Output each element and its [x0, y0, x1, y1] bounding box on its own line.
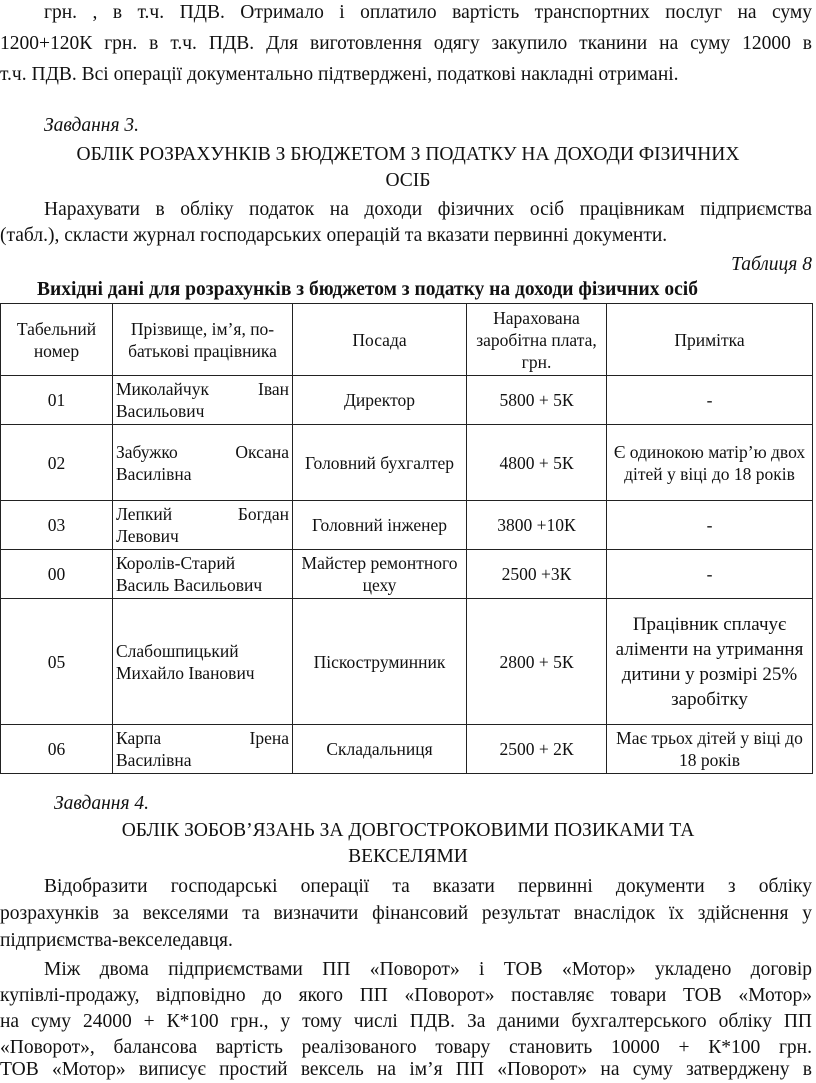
table-title: Вихідні дані для розрахунків з бюджетом з податку на доходи фізичних осіб: [37, 279, 698, 300]
text-line: «Поворот», балансова вартість реалізованого товару становить 10000 + К*100 грн.: [0, 1037, 812, 1058]
text-line: розрахунків за векселями та визначити фінансовий результат внаслідок їх здійснення у: [0, 903, 812, 924]
text-line: купівлі-продажу, відповідно до якого ПП «Поворот» поставляє товари ТОВ «Мотор»: [0, 985, 812, 1006]
salary-table: [0, 303, 813, 774]
cell-position: Піскоструминник: [293, 599, 467, 725]
cell-position: Складальниця: [293, 725, 467, 774]
section-title: ОБЛІК ЗОБОВ’ЯЗАНЬ ЗА ДОВГОСТРОКОВИМИ ПОЗИКАМИ ТА: [121, 820, 695, 841]
table-row: [1, 425, 813, 501]
cell-note: -: [607, 550, 813, 599]
table-row: [1, 376, 813, 425]
cell-name: Забужко Оксана Василівна: [113, 425, 293, 501]
cell-name: Лепкий Богдан Левович: [113, 501, 293, 550]
cell-note: -: [607, 376, 813, 425]
text-line: грн. , в т.ч. ПДВ. Отримало і оплатило вартість транспортних послуг на суму: [44, 2, 812, 23]
cell-position: Директор: [293, 376, 467, 425]
section-title: ОСІБ: [385, 170, 431, 191]
text-line: 1200+120К грн. в т.ч. ПДВ. Для виготовлення одягу закупило тканини на суму 12000 в: [0, 33, 812, 54]
cell-number: 02: [1, 425, 113, 501]
text-line: Між двома підприємствами ПП «Поворот» і ТОВ «Мотор» укладено договір: [44, 959, 812, 980]
task-label: Завдання 4.: [54, 793, 150, 814]
cell-salary: 2500 +3К: [467, 550, 607, 599]
cell-note: Є одинокою матір’ю двох дітей у віці до 18 років: [607, 425, 813, 501]
table-row: [1, 550, 813, 599]
cell-number: 06: [1, 725, 113, 774]
cell-note: -: [607, 501, 813, 550]
text-line: Нарахувати в обліку податок на доходи фізичних осіб працівникам підприємства: [44, 199, 812, 220]
cell-position: Головний інженер: [293, 501, 467, 550]
text-line: підприємства-векселедавця.: [0, 930, 233, 951]
text-line: (табл.), скласти журнал господарських операцій та вказати первинні документи.: [0, 225, 668, 246]
table-row: [1, 599, 813, 725]
cell-salary: 3800 +10К: [467, 501, 607, 550]
table-label: Таблиця 8: [731, 254, 812, 275]
cell-number: 01: [1, 376, 113, 425]
cell-salary: 5800 + 5К: [467, 376, 607, 425]
cell-note: Має трьох дітей у віці до 18 років: [607, 725, 813, 774]
cell-salary: 4800 + 5К: [467, 425, 607, 501]
cell-salary: 2800 + 5К: [467, 599, 607, 725]
cell-name: Миколайчук Іван Васильович: [113, 376, 293, 425]
header-salary: Нарахована заробітна плата, грн.: [467, 304, 607, 376]
header-position: Посада: [293, 304, 467, 376]
cell-note: Працівник сплачує аліменти на утримання дитини у розмірі 25% заробітку: [607, 599, 813, 725]
header-tab-number: Табельний номер: [1, 304, 113, 376]
task-label: Завдання 3.: [44, 115, 140, 136]
section-title: ОБЛІК РОЗРАХУНКІВ З БЮДЖЕТОМ З ПОДАТКУ НА ДОХОДИ ФІЗИЧНИХ: [76, 144, 740, 165]
text-line: Відобразити господарські операції та вказати первинні документи з обліку: [44, 876, 812, 897]
cell-number: 05: [1, 599, 113, 725]
cell-name: Королів-Старий Василь Васильович: [113, 550, 293, 599]
cell-number: 03: [1, 501, 113, 550]
table-row: [1, 501, 813, 550]
header-note: Примітка: [607, 304, 813, 376]
cell-position: Майстер ремонтного цеху: [293, 550, 467, 599]
cell-name: Карпа Ірена Василівна: [113, 725, 293, 774]
cell-position: Головний бухгалтер: [293, 425, 467, 501]
table-row: [1, 725, 813, 774]
section-title: ВЕКСЕЛЯМИ: [348, 846, 468, 867]
header-full-name: Прізвище, ім’я, по-батькові працівника: [113, 304, 293, 376]
table-header-row: [1, 304, 813, 376]
cell-salary: 2500 + 2К: [467, 725, 607, 774]
cell-number: 00: [1, 550, 113, 599]
text-line: т.ч. ПДВ. Всі операції документально підтверджені, податкові накладні отримані.: [0, 64, 679, 85]
cell-name: Слабошпицький Михайло Іванович: [113, 599, 293, 725]
text-line: на суму 24000 + К*100 грн., у тому числі ПДВ. За даними бухгалтерського обліку ПП: [0, 1011, 812, 1032]
text-line: ТОВ «Мотор» виписує простий вексель на ім’я ПП «Поворот» на суму затверджену в: [0, 1059, 812, 1080]
